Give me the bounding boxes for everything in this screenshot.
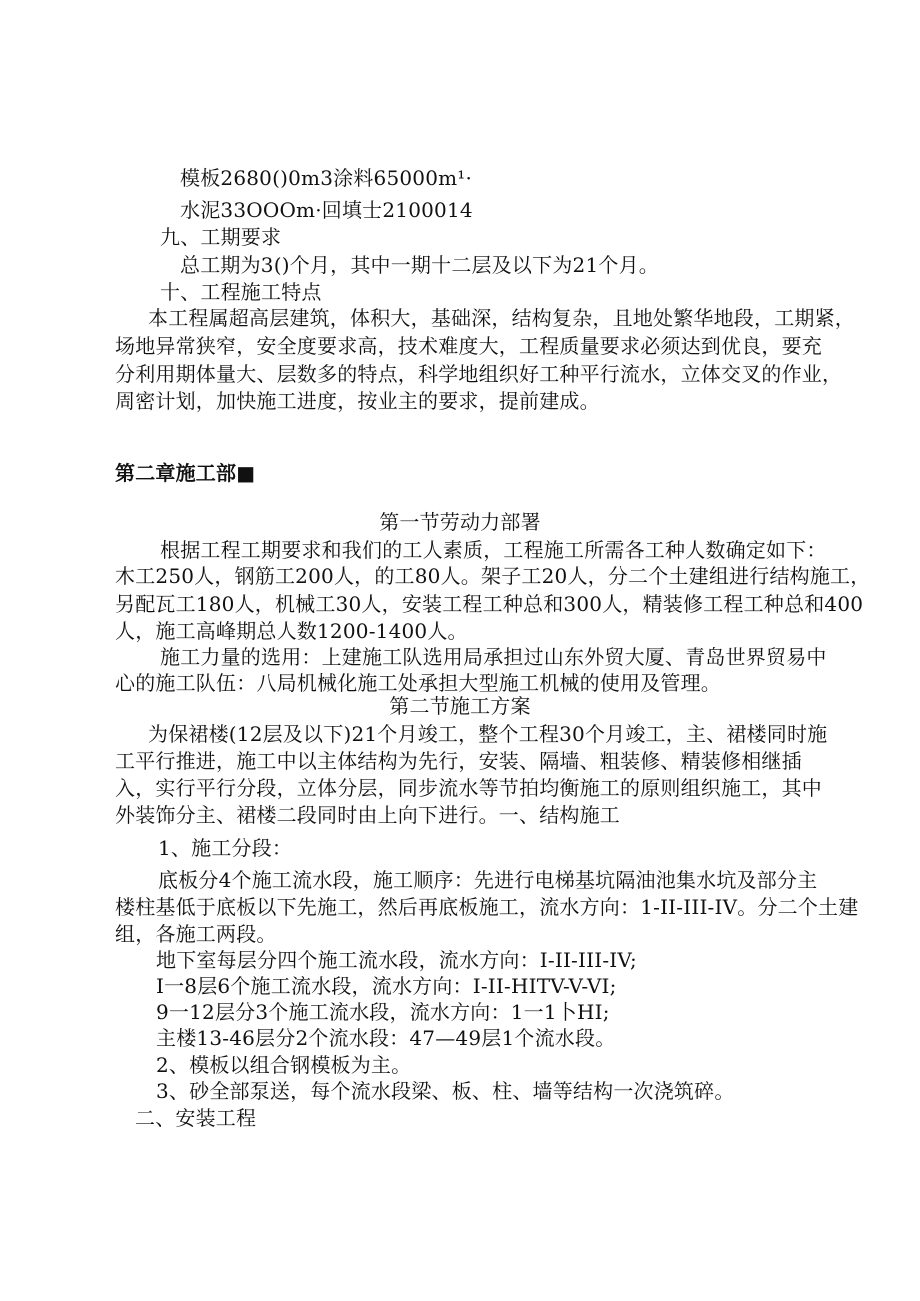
section-1-para-line: 施工力量的选用：上建施工队选用局承担过山东外贸大厦、青岛世界贸易中 bbox=[160, 645, 827, 669]
section-9-body: 总工期为3()个月，其中一期十二层及以下为21个月。 bbox=[180, 253, 659, 277]
section-9-title: 九、工期要求 bbox=[160, 225, 282, 249]
section-2-para-line: 外装饰分主、裙楼二段同时由上向下进行。一、结构施工 bbox=[115, 803, 620, 827]
section-1-title: 第一节劳动力部署 bbox=[379, 510, 541, 534]
section-1-para-line: 另配瓦工180人，机械工30人，安装工程工种总和300人，精装修工程工种总和400 bbox=[115, 592, 864, 616]
part-2-title: 二、安装工程 bbox=[135, 1106, 257, 1130]
item-1-para-line: 楼柱基低于底板以下先施工，然后再底板施工，流水方向：1-II-III-IV。分二个土建 bbox=[115, 895, 859, 919]
chapter-2-title: 第二章施工部■ bbox=[115, 461, 256, 485]
item-1-para-line: 组，各施工两段。 bbox=[115, 922, 277, 946]
section-10-body-line: 场地异常狭窄，安全度要求高，技术难度大，工程质量要求必须达到优良，要充 bbox=[115, 334, 822, 358]
section-1-para-line: 根据工程工期要求和我们的工人素质，工程施工所需各工种人数确定如下： bbox=[160, 538, 827, 562]
section-2-para-line: 入，实行平行分段，立体分层，同步流水等节拍均衡施工的原则组织施工，其中 bbox=[115, 776, 822, 800]
section-1-para-line: 木工250人，钢筋工200人，的工80人。架子工20人，分二个土建组进行结构施工， bbox=[115, 564, 871, 588]
section-10-body-line: 分利用期体量大、层数多的特点，科学地组织好工种平行流水，立体交叉的作业， bbox=[115, 362, 843, 386]
section-1-para-line: 人，施工高峰期总人数1200-1400人。 bbox=[115, 619, 468, 643]
flow-direction-line: I一8层6个施工流水段，流水方向：I-II-HITV-V-VI; bbox=[156, 974, 617, 998]
section-2-para-line: 工平行推进，施工中以主体结构为先行，安装、隔墙、粗装修、精装修相继插 bbox=[115, 749, 802, 773]
flow-direction-line: 主楼13-46层分2个流水段：47—49层1个流水段。 bbox=[156, 1026, 616, 1050]
material-line-formwork: 模板2680()0m3涂料65000m¹· bbox=[180, 166, 473, 190]
section-1-para-line: 心的施工队伍：八局机械化施工处承担大型施工机械的使用及管理。 bbox=[115, 671, 721, 695]
item-2: 2、模板以组合钢模板为主。 bbox=[156, 1053, 412, 1077]
section-2-para-line: 为保裙楼(12层及以下)21个月竣工，整个工程30个月竣工，主、裙楼同时施 bbox=[148, 722, 828, 746]
item-1-para-line: 底板分4个施工流水段，施工顺序：先进行电梯基坑隔油池集水坑及部分主 bbox=[158, 868, 818, 892]
section-10-title: 十、工程施工特点 bbox=[160, 280, 322, 304]
section-10-body-line: 本工程属超高层建筑，体积大，基础深，结构复杂，且地处繁华地段，工期紧， bbox=[148, 306, 855, 330]
flow-direction-line: 地下室每层分四个施工流水段，流水方向：I-II-III-IV; bbox=[156, 948, 637, 972]
section-2-title: 第二节施工方案 bbox=[389, 694, 531, 718]
section-10-body-line: 周密计划，加快施工进度，按业主的要求，提前建成。 bbox=[115, 389, 600, 413]
item-3: 3、砂全部泵送，每个流水段梁、板、柱、墙等结构一次浇筑碎。 bbox=[156, 1079, 735, 1103]
flow-direction-line: 9一12层分3个施工流水段，流水方向：1一1卜HI; bbox=[156, 1000, 610, 1024]
item-1-title: 1、施工分段： bbox=[158, 836, 293, 860]
material-line-cement: 水泥33OOOm·回填士2100014 bbox=[180, 198, 473, 222]
